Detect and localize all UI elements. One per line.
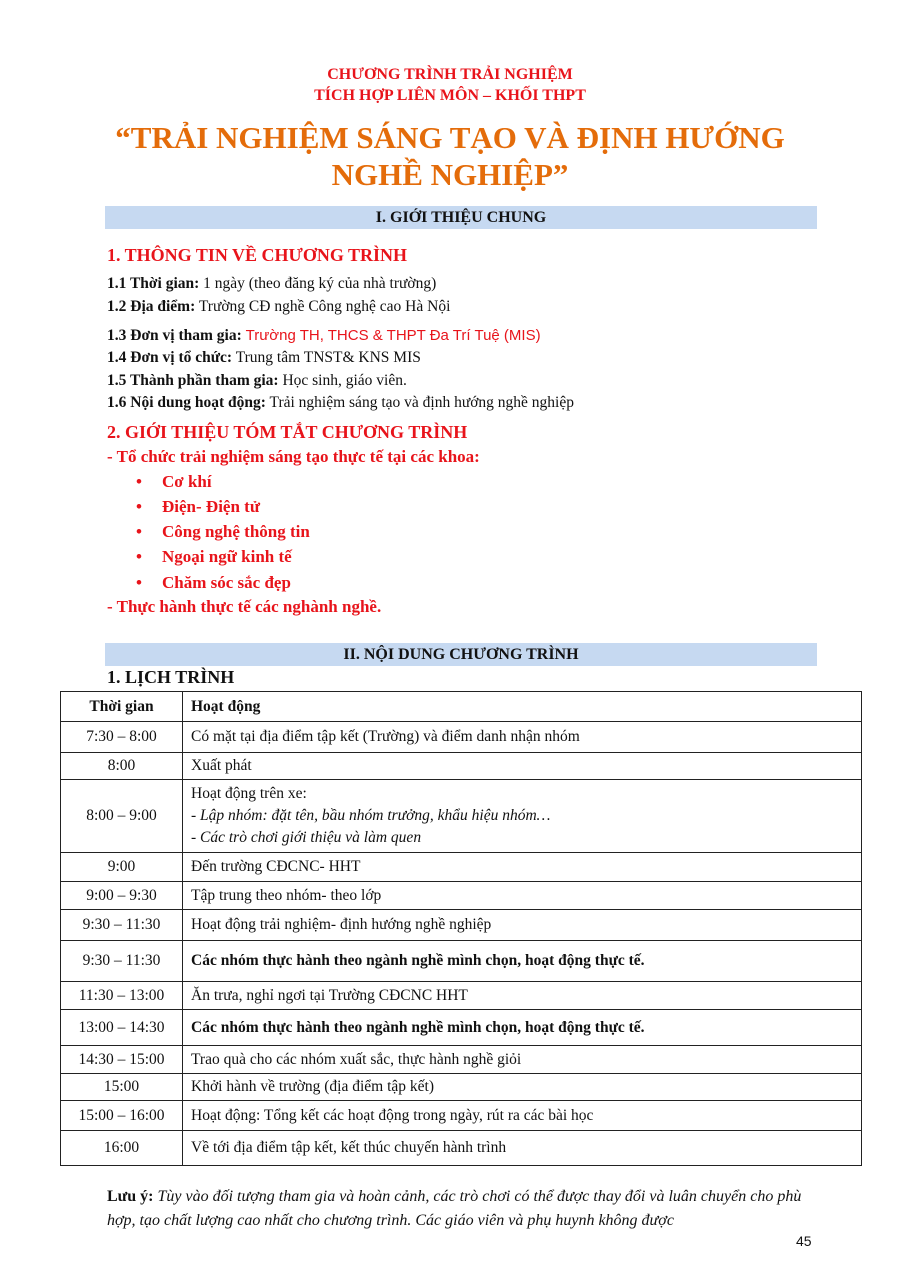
time-cell: 16:00 bbox=[61, 1131, 183, 1166]
activity-detail: - Lập nhóm: đặt tên, bầu nhóm trưởng, khẩu hiệu nhóm… bbox=[191, 807, 551, 824]
table-row bbox=[61, 753, 862, 780]
note-text: Tùy vào đối tượng tham gia và hoàn cảnh, các trò chơi có thể được thay đổi và luân chuyển cho phù hợp, tạo chất lượng cao nhất cho chương trình. Các giáo viên và phụ huynh không được bbox=[107, 1188, 802, 1229]
list-item: • Chăm sóc sắc đẹp bbox=[136, 573, 291, 592]
activity-cell: Các nhóm thực hành theo ngành nghề mình chọn, hoạt động thực tế. bbox=[183, 1010, 862, 1046]
info-line-time bbox=[107, 275, 436, 293]
list-item: • Ngoại ngữ kinh tế bbox=[136, 547, 292, 566]
section-heading-content: II. NỘI DUNG CHƯƠNG TRÌNH bbox=[105, 643, 817, 666]
time-cell: 13:00 – 14:30 bbox=[61, 1010, 183, 1046]
list-item: • Cơ khí bbox=[136, 472, 212, 491]
info-line-location bbox=[107, 298, 450, 316]
document-title-line1: “TRẢI NGHIỆM SÁNG TẠO VÀ ĐỊNH HƯỚNG bbox=[115, 120, 785, 155]
note-label: Lưu ý: bbox=[107, 1188, 154, 1205]
schedule-table bbox=[60, 691, 862, 1166]
info-line-participant bbox=[107, 327, 541, 345]
bullet-icon: • bbox=[136, 547, 142, 566]
info-value: Trường CĐ nghề Công nghệ cao Hà Nội bbox=[195, 298, 451, 315]
bullet-icon: • bbox=[136, 472, 142, 491]
table-row bbox=[61, 910, 862, 941]
bullet-icon: • bbox=[136, 497, 142, 516]
activity-cell: Tập trung theo nhóm- theo lớp bbox=[183, 882, 862, 910]
subsection-heading-info: 1. THÔNG TIN VỀ CHƯƠNG TRÌNH bbox=[107, 245, 408, 265]
subsection-heading-summary: 2. GIỚI THIỆU TÓM TẮT CHƯƠNG TRÌNH bbox=[107, 422, 468, 442]
time-cell: 9:30 – 11:30 bbox=[61, 910, 183, 941]
list-item: • Công nghệ thông tin bbox=[136, 522, 310, 541]
time-cell: 9:00 – 9:30 bbox=[61, 882, 183, 910]
activity-cell: Hoạt động: Tổng kết các hoạt động trong ngày, rút ra các bài học bbox=[183, 1101, 862, 1131]
time-cell: 11:30 – 13:00 bbox=[61, 982, 183, 1010]
activity-cell: Hoạt động trải nghiệm- định hướng nghề nghiệp bbox=[183, 910, 862, 941]
activity-cell: Ăn trưa, nghỉ ngơi tại Trường CĐCNC HHT bbox=[183, 982, 862, 1010]
table-row bbox=[61, 853, 862, 882]
table-row bbox=[61, 882, 862, 910]
time-cell: 9:30 – 11:30 bbox=[61, 941, 183, 982]
document-title-line2: NGHỀ NGHIỆP” bbox=[331, 157, 569, 192]
summary-intro: - Tổ chức trải nghiệm sáng tạo thực tế tại các khoa: bbox=[107, 447, 480, 466]
section-heading-intro: I. GIỚI THIỆU CHUNG bbox=[105, 206, 817, 229]
table-row bbox=[61, 1131, 862, 1166]
info-label: 1.3 Đơn vị tham gia: bbox=[107, 327, 242, 344]
column-header-activity: Hoạt động bbox=[183, 692, 862, 722]
activity-cell: Về tới địa điểm tập kết, kết thúc chuyến hành trình bbox=[183, 1131, 862, 1166]
activity-detail: - Các trò chơi giới thiệu và làm quen bbox=[191, 829, 422, 846]
time-cell: 8:00 – 9:00 bbox=[61, 780, 183, 853]
info-label: 1.2 Địa điểm: bbox=[107, 298, 196, 315]
activity-cell: Các nhóm thực hành theo ngành nghề mình chọn, hoạt động thực tế. bbox=[183, 941, 862, 982]
info-label: 1.4 Đơn vị tổ chức: bbox=[107, 349, 233, 366]
info-value: Trải nghiệm sáng tạo và định hướng nghề nghiệp bbox=[265, 394, 574, 411]
program-subtitle: TÍCH HỢP LIÊN MÔN – KHỐI THPT bbox=[314, 87, 586, 104]
list-item: • Điện- Điện tử bbox=[136, 497, 261, 516]
summary-outro: - Thực hành thực tế các nghành nghề. bbox=[107, 597, 382, 616]
info-line-content bbox=[107, 394, 574, 412]
time-cell: 9:00 bbox=[61, 853, 183, 882]
info-value: 1 ngày (theo đăng ký của nhà trường) bbox=[199, 275, 437, 292]
info-line-organizer bbox=[107, 349, 421, 367]
table-row bbox=[61, 722, 862, 753]
bullet-icon: • bbox=[136, 522, 142, 541]
activity-cell: Khởi hành về trường (địa điểm tập kết) bbox=[183, 1074, 862, 1101]
table-row bbox=[61, 1010, 862, 1046]
table-row bbox=[61, 1101, 862, 1131]
info-value: Học sinh, giáo viên. bbox=[278, 372, 407, 389]
time-cell: 15:00 bbox=[61, 1074, 183, 1101]
activity-cell: Trao quà cho các nhóm xuất sắc, thực hành nghề giỏi bbox=[183, 1046, 862, 1074]
info-label: 1.5 Thành phần tham gia: bbox=[107, 372, 279, 389]
activity-cell: Xuất phát bbox=[183, 753, 862, 780]
info-value: Trường TH, THCS & THPT Đa Trí Tuệ (MIS) bbox=[241, 327, 541, 344]
note-paragraph bbox=[107, 1185, 819, 1233]
activity-cell: Có mặt tại địa điểm tập kết (Trường) và điểm danh nhận nhóm bbox=[183, 722, 862, 753]
time-cell: 7:30 – 8:00 bbox=[61, 722, 183, 753]
program-label: CHƯƠNG TRÌNH TRẢI NGHIỆM bbox=[327, 66, 573, 83]
page-number: 45 bbox=[796, 1233, 812, 1249]
bullet-icon: • bbox=[136, 573, 142, 592]
info-label: 1.1 Thời gian: bbox=[107, 275, 200, 292]
info-value: Trung tâm TNST& KNS MIS bbox=[232, 349, 421, 366]
table-header-row bbox=[61, 692, 862, 722]
table-row bbox=[61, 941, 862, 982]
info-line-members bbox=[107, 372, 407, 390]
activity-cell bbox=[183, 780, 862, 853]
info-label: 1.6 Nội dung hoạt động: bbox=[107, 394, 266, 411]
table-row bbox=[61, 780, 862, 853]
time-cell: 14:30 – 15:00 bbox=[61, 1046, 183, 1074]
column-header-time: Thời gian bbox=[61, 692, 183, 722]
table-row bbox=[61, 982, 862, 1010]
time-cell: 15:00 – 16:00 bbox=[61, 1101, 183, 1131]
table-row bbox=[61, 1074, 862, 1101]
activity-cell: Đến trường CĐCNC- HHT bbox=[183, 853, 862, 882]
table-row bbox=[61, 1046, 862, 1074]
time-cell: 8:00 bbox=[61, 753, 183, 780]
activity-text: Hoạt động trên xe: bbox=[191, 785, 307, 802]
subsection-heading-schedule: 1. LỊCH TRÌNH bbox=[107, 667, 235, 687]
